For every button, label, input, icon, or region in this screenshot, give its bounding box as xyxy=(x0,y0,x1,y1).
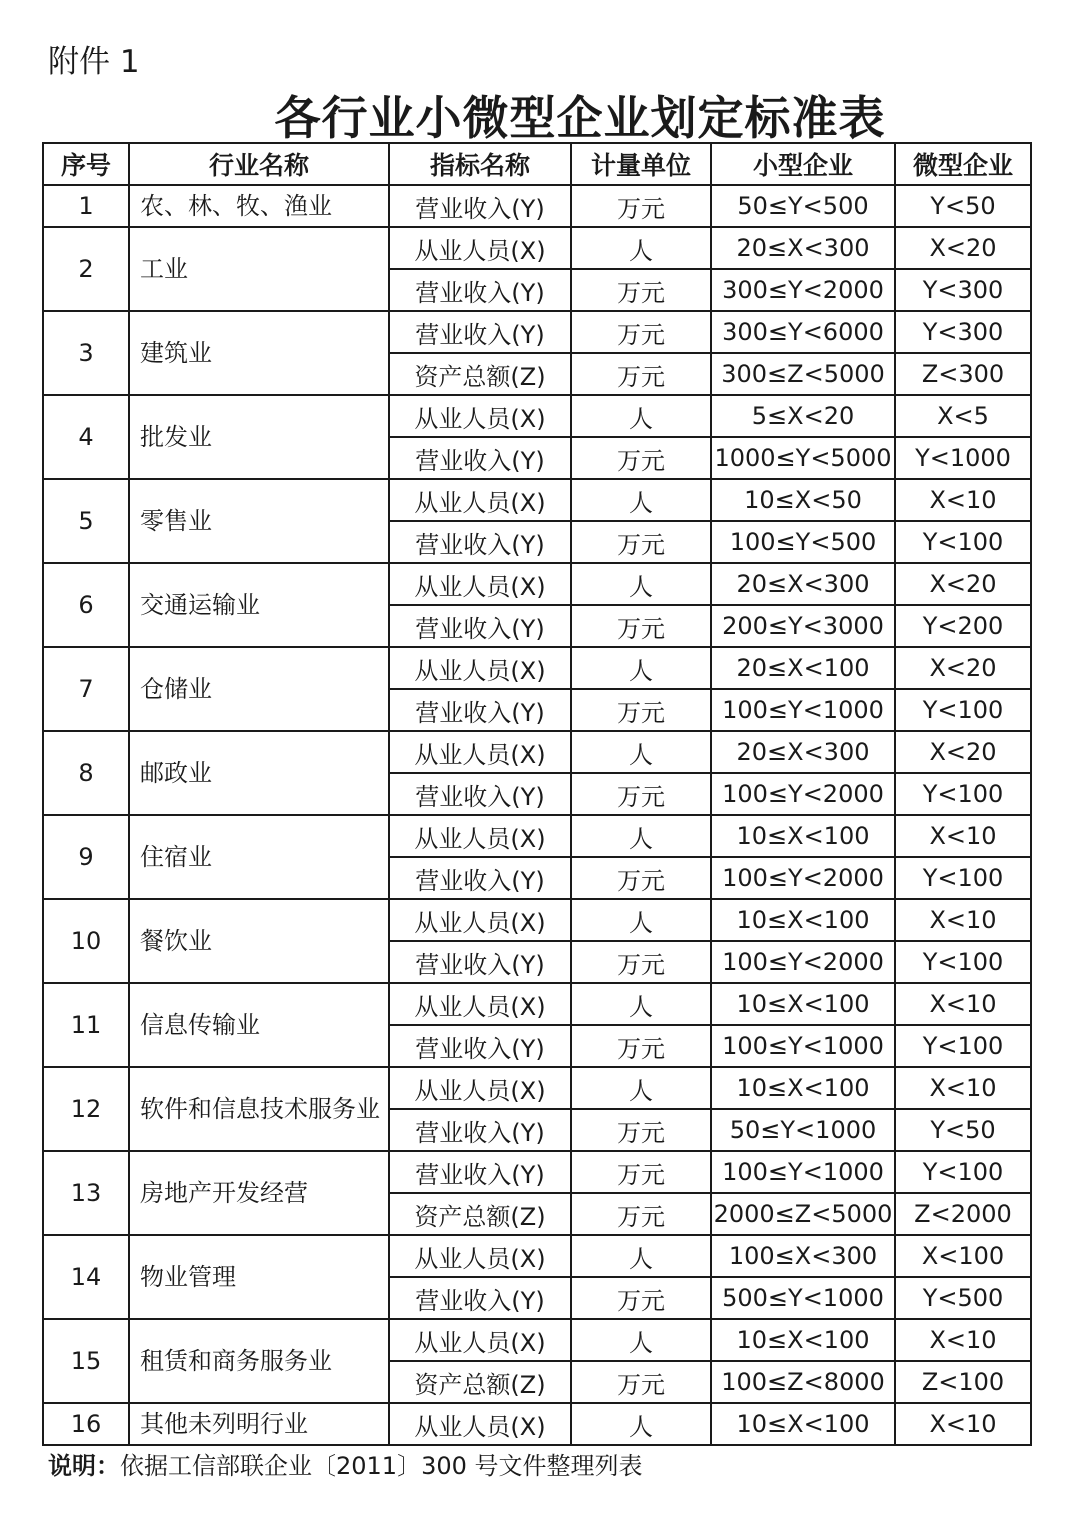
indicator-name: 从业人员(X) xyxy=(389,1235,571,1277)
indicator-name: 营业收入(Y) xyxy=(389,605,571,647)
indicator-name: 营业收入(Y) xyxy=(389,1025,571,1067)
small-threshold: 100≤Y<2000 xyxy=(711,773,895,815)
micro-threshold: X<10 xyxy=(895,815,1031,857)
small-threshold: 20≤X<100 xyxy=(711,647,895,689)
small-threshold: 2000≤Z<5000 xyxy=(711,1193,895,1235)
unit: 万元 xyxy=(571,353,711,395)
small-threshold: 500≤Y<1000 xyxy=(711,1277,895,1319)
industry-name: 其他未列明行业 xyxy=(129,1403,389,1445)
micro-threshold: X<20 xyxy=(895,647,1031,689)
unit: 人 xyxy=(571,395,711,437)
micro-threshold: Y<100 xyxy=(895,773,1031,815)
industry-name: 房地产开发经营 xyxy=(129,1151,389,1235)
unit: 人 xyxy=(571,815,711,857)
unit: 万元 xyxy=(571,857,711,899)
indicator-name: 营业收入(Y) xyxy=(389,941,571,983)
header-no: 序号 xyxy=(43,143,129,185)
indicator-name: 营业收入(Y) xyxy=(389,269,571,311)
row-number: 11 xyxy=(43,983,129,1067)
row-number: 7 xyxy=(43,647,129,731)
small-threshold: 200≤Y<3000 xyxy=(711,605,895,647)
micro-threshold: Y<1000 xyxy=(895,437,1031,479)
unit: 万元 xyxy=(571,605,711,647)
indicator-name: 营业收入(Y) xyxy=(389,185,571,227)
header-indicator: 指标名称 xyxy=(389,143,571,185)
row-number: 12 xyxy=(43,1067,129,1151)
micro-threshold: X<10 xyxy=(895,1403,1031,1445)
micro-threshold: Y<100 xyxy=(895,1151,1031,1193)
micro-threshold: X<100 xyxy=(895,1235,1031,1277)
indicator-name: 从业人员(X) xyxy=(389,1067,571,1109)
small-threshold: 100≤Y<500 xyxy=(711,521,895,563)
micro-threshold: Y<500 xyxy=(895,1277,1031,1319)
small-threshold: 100≤Y<1000 xyxy=(711,689,895,731)
small-threshold: 50≤Y<500 xyxy=(711,185,895,227)
indicator-name: 从业人员(X) xyxy=(389,227,571,269)
table-row xyxy=(43,395,1031,437)
indicator-name: 营业收入(Y) xyxy=(389,1151,571,1193)
micro-threshold: Y<100 xyxy=(895,941,1031,983)
standards-table xyxy=(42,142,1032,1446)
unit: 人 xyxy=(571,563,711,605)
indicator-name: 从业人员(X) xyxy=(389,647,571,689)
header-unit: 计量单位 xyxy=(571,143,711,185)
unit: 万元 xyxy=(571,437,711,479)
unit: 万元 xyxy=(571,773,711,815)
micro-threshold: Y<300 xyxy=(895,311,1031,353)
indicator-name: 从业人员(X) xyxy=(389,479,571,521)
micro-threshold: X<20 xyxy=(895,563,1031,605)
micro-threshold: Z<100 xyxy=(895,1361,1031,1403)
industry-name: 租赁和商务服务业 xyxy=(129,1319,389,1403)
unit: 万元 xyxy=(571,1109,711,1151)
row-number: 16 xyxy=(43,1403,129,1445)
small-threshold: 100≤Z<8000 xyxy=(711,1361,895,1403)
footnote-text: 依据工信部联企业〔2011〕300 号文件整理列表 xyxy=(120,1452,643,1480)
industry-name: 软件和信息技术服务业 xyxy=(129,1067,389,1151)
micro-threshold: Y<50 xyxy=(895,185,1031,227)
unit: 万元 xyxy=(571,1025,711,1067)
table-row xyxy=(43,1151,1031,1193)
table-row xyxy=(43,185,1031,227)
indicator-name: 营业收入(Y) xyxy=(389,437,571,479)
indicator-name: 从业人员(X) xyxy=(389,815,571,857)
header-industry: 行业名称 xyxy=(129,143,389,185)
footnote-label: 说明： xyxy=(48,1452,120,1480)
table-row xyxy=(43,1403,1031,1445)
indicator-name: 资产总额(Z) xyxy=(389,1361,571,1403)
unit: 人 xyxy=(571,731,711,773)
industry-name: 仓储业 xyxy=(129,647,389,731)
micro-threshold: Y<200 xyxy=(895,605,1031,647)
indicator-name: 营业收入(Y) xyxy=(389,773,571,815)
small-threshold: 100≤Y<2000 xyxy=(711,941,895,983)
unit: 人 xyxy=(571,227,711,269)
small-threshold: 300≤Y<6000 xyxy=(711,311,895,353)
table-row xyxy=(43,227,1031,269)
unit: 万元 xyxy=(571,1151,711,1193)
attachment-label: 附件 1 xyxy=(48,44,140,80)
unit: 人 xyxy=(571,1235,711,1277)
industry-name: 工业 xyxy=(129,227,389,311)
unit: 人 xyxy=(571,983,711,1025)
row-number: 6 xyxy=(43,563,129,647)
small-threshold: 5≤X<20 xyxy=(711,395,895,437)
row-number: 9 xyxy=(43,815,129,899)
unit: 人 xyxy=(571,479,711,521)
unit: 人 xyxy=(571,647,711,689)
row-number: 2 xyxy=(43,227,129,311)
table-body xyxy=(43,185,1031,1445)
row-number: 13 xyxy=(43,1151,129,1235)
table-row xyxy=(43,1319,1031,1361)
unit: 万元 xyxy=(571,521,711,563)
indicator-name: 从业人员(X) xyxy=(389,983,571,1025)
indicator-name: 从业人员(X) xyxy=(389,1319,571,1361)
indicator-name: 营业收入(Y) xyxy=(389,311,571,353)
unit: 万元 xyxy=(571,1193,711,1235)
industry-name: 零售业 xyxy=(129,479,389,563)
indicator-name: 从业人员(X) xyxy=(389,731,571,773)
industry-name: 住宿业 xyxy=(129,815,389,899)
table-row xyxy=(43,983,1031,1025)
micro-threshold: Y<50 xyxy=(895,1109,1031,1151)
footnote xyxy=(48,1446,643,1481)
small-threshold: 20≤X<300 xyxy=(711,563,895,605)
indicator-name: 资产总额(Z) xyxy=(389,1193,571,1235)
table-row xyxy=(43,479,1031,521)
unit: 人 xyxy=(571,1067,711,1109)
small-threshold: 10≤X<100 xyxy=(711,1067,895,1109)
micro-threshold: Y<100 xyxy=(895,857,1031,899)
indicator-name: 营业收入(Y) xyxy=(389,1277,571,1319)
industry-name: 批发业 xyxy=(129,395,389,479)
row-number: 1 xyxy=(43,185,129,227)
micro-threshold: X<10 xyxy=(895,479,1031,521)
industry-name: 物业管理 xyxy=(129,1235,389,1319)
unit: 万元 xyxy=(571,185,711,227)
micro-threshold: X<10 xyxy=(895,983,1031,1025)
unit: 万元 xyxy=(571,269,711,311)
row-number: 4 xyxy=(43,395,129,479)
micro-threshold: X<20 xyxy=(895,227,1031,269)
table-row xyxy=(43,311,1031,353)
micro-threshold: Y<100 xyxy=(895,1025,1031,1067)
small-threshold: 50≤Y<1000 xyxy=(711,1109,895,1151)
micro-threshold: X<10 xyxy=(895,1319,1031,1361)
industry-name: 餐饮业 xyxy=(129,899,389,983)
indicator-name: 从业人员(X) xyxy=(389,395,571,437)
row-number: 8 xyxy=(43,731,129,815)
small-threshold: 100≤Y<2000 xyxy=(711,857,895,899)
unit: 人 xyxy=(571,1403,711,1445)
small-threshold: 300≤Z<5000 xyxy=(711,353,895,395)
indicator-name: 资产总额(Z) xyxy=(389,353,571,395)
small-threshold: 100≤Y<1000 xyxy=(711,1025,895,1067)
table-row xyxy=(43,815,1031,857)
micro-threshold: Y<100 xyxy=(895,521,1031,563)
small-threshold: 10≤X<100 xyxy=(711,1403,895,1445)
micro-threshold: X<5 xyxy=(895,395,1031,437)
small-threshold: 100≤Y<1000 xyxy=(711,1151,895,1193)
unit: 人 xyxy=(571,1319,711,1361)
micro-threshold: Z<300 xyxy=(895,353,1031,395)
indicator-name: 从业人员(X) xyxy=(389,1403,571,1445)
header-micro: 微型企业 xyxy=(895,143,1031,185)
unit: 万元 xyxy=(571,1277,711,1319)
header-small: 小型企业 xyxy=(711,143,895,185)
small-threshold: 10≤X<100 xyxy=(711,983,895,1025)
table-header-row xyxy=(43,143,1031,185)
micro-threshold: X<10 xyxy=(895,899,1031,941)
table-row xyxy=(43,899,1031,941)
micro-threshold: X<10 xyxy=(895,1067,1031,1109)
table-row xyxy=(43,1067,1031,1109)
small-threshold: 10≤X<100 xyxy=(711,815,895,857)
unit: 万元 xyxy=(571,689,711,731)
unit: 万元 xyxy=(571,1361,711,1403)
indicator-name: 营业收入(Y) xyxy=(389,521,571,563)
small-threshold: 1000≤Y<5000 xyxy=(711,437,895,479)
industry-name: 邮政业 xyxy=(129,731,389,815)
table-row xyxy=(43,647,1031,689)
industry-name: 建筑业 xyxy=(129,311,389,395)
table-row xyxy=(43,1235,1031,1277)
row-number: 3 xyxy=(43,311,129,395)
micro-threshold: X<20 xyxy=(895,731,1031,773)
indicator-name: 从业人员(X) xyxy=(389,899,571,941)
indicator-name: 营业收入(Y) xyxy=(389,1109,571,1151)
table-row xyxy=(43,731,1031,773)
small-threshold: 20≤X<300 xyxy=(711,731,895,773)
micro-threshold: Y<300 xyxy=(895,269,1031,311)
row-number: 10 xyxy=(43,899,129,983)
indicator-name: 营业收入(Y) xyxy=(389,689,571,731)
unit: 万元 xyxy=(571,941,711,983)
small-threshold: 10≤X<50 xyxy=(711,479,895,521)
row-number: 15 xyxy=(43,1319,129,1403)
small-threshold: 300≤Y<2000 xyxy=(711,269,895,311)
unit: 万元 xyxy=(571,311,711,353)
row-number: 5 xyxy=(43,479,129,563)
table-row xyxy=(43,563,1031,605)
micro-threshold: Z<2000 xyxy=(895,1193,1031,1235)
indicator-name: 从业人员(X) xyxy=(389,563,571,605)
unit: 人 xyxy=(571,899,711,941)
page-title: 各行业小微型企业划定标准表 xyxy=(274,91,886,145)
industry-name: 农、林、牧、渔业 xyxy=(129,185,389,227)
indicator-name: 营业收入(Y) xyxy=(389,857,571,899)
industry-name: 信息传输业 xyxy=(129,983,389,1067)
small-threshold: 10≤X<100 xyxy=(711,899,895,941)
industry-name: 交通运输业 xyxy=(129,563,389,647)
small-threshold: 20≤X<300 xyxy=(711,227,895,269)
small-threshold: 10≤X<100 xyxy=(711,1319,895,1361)
micro-threshold: Y<100 xyxy=(895,689,1031,731)
row-number: 14 xyxy=(43,1235,129,1319)
small-threshold: 100≤X<300 xyxy=(711,1235,895,1277)
